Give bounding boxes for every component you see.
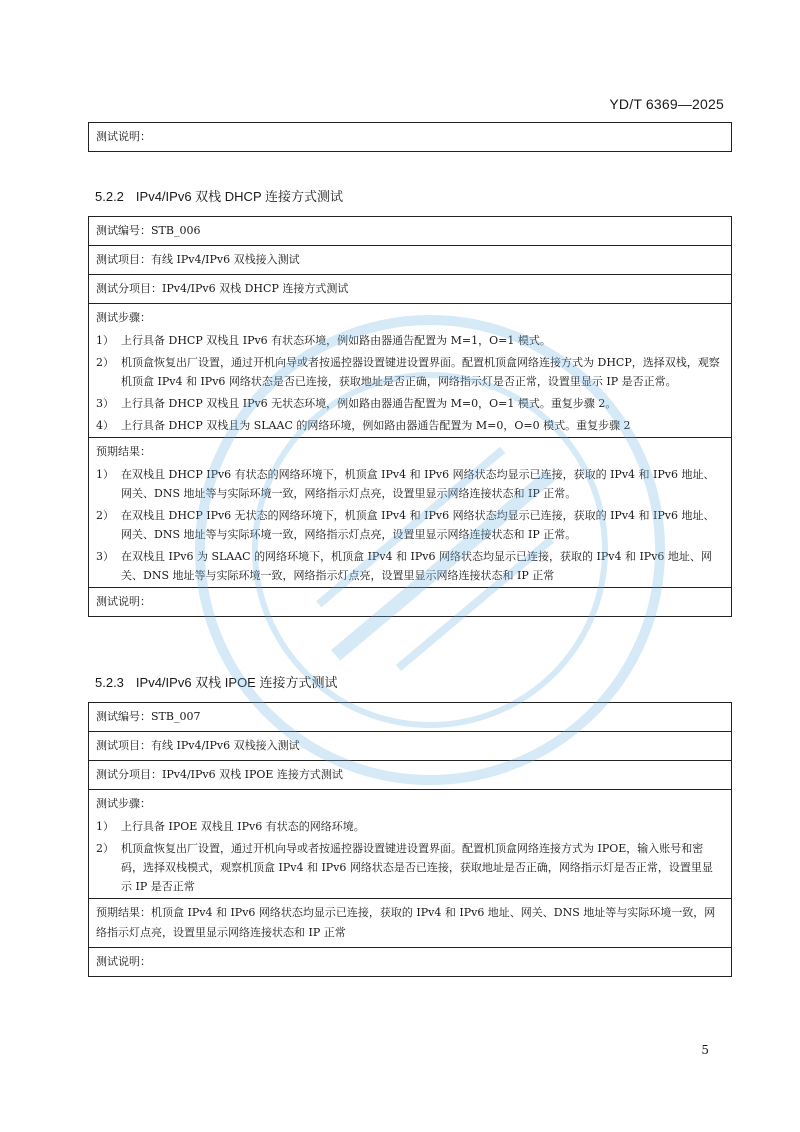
step-item: 2） 机顶盒恢复出厂设置，通过开机向导或者按遥控器设置键进设置界面。配置机顶盒网络连接方式为 IPOE，输入账号和密码，选择双栈模式，观察机顶盒 IPv4 和 IPv6 网络状态是否已连接，获取地址是否正确，网络指示灯是否正常，设置里显示 IP 是否正常 bbox=[96, 842, 713, 893]
section-heading-5-2-2 bbox=[95, 186, 343, 205]
section-number: 5.2.2 bbox=[95, 189, 124, 204]
steps-label: 测试步骤： bbox=[96, 797, 151, 810]
step-item: 1） 上行具备 IPOE 双栈且 IPv6 有状态的网络环境。 bbox=[96, 820, 365, 833]
test-note: 测试说明： bbox=[89, 948, 732, 977]
test-sub-item: 测试分项目：IPv4/IPv6 双栈 DHCP 连接方式测试 bbox=[89, 275, 732, 304]
section-number: 5.2.3 bbox=[95, 675, 124, 690]
test-id: 测试编号：STB_007 bbox=[89, 703, 732, 732]
test-note: 测试说明： bbox=[89, 588, 732, 617]
test-table-stb-007 bbox=[88, 702, 732, 977]
test-sub-item: 测试分项目：IPv4/IPv6 双栈 IPOE 连接方式测试 bbox=[89, 761, 732, 790]
section-title: IPv4/IPv6 双栈 IPOE 连接方式测试 bbox=[135, 675, 338, 690]
expected-item: 3） 在双栈且 IPv6 为 SLAAC 的网络环境下，机顶盒 IPv4 和 IPv6 网络状态均显示已连接，获取的 IPv4 和 IPv6 地址、网关、DNS 地址等与实际环境一致，网络指示灯点亮，设置里显示网络连接状态和 IP 正常 bbox=[96, 550, 712, 582]
expected-item: 1） 在双栈且 DHCP IPv6 有状态的网络环境下，机顶盒 IPv4 和 IPv6 网络状态均显示已连接，获取的 IPv4 和 IPv6 地址、网关、DNS 地址等与实际环境一致，网络指示灯点亮，设置里显示网络连接状态和 IP 正常。 bbox=[96, 468, 715, 500]
step-item: 1） 上行具备 DHCP 双栈且 IPv6 有状态环境，例如路由器通告配置为 M=1，O=1 模式。 bbox=[96, 334, 551, 347]
step-item: 2） 机顶盒恢复出厂设置，通过开机向导或者按遥控器设置键进设置界面。配置机顶盒网络连接方式为 DHCP，选择双栈，观察机顶盒 IPv4 和 IPv6 网络状态是否已连接，获取地址是否正确，网络指示灯是否正常，设置里显示 IP 是否正常。 bbox=[96, 356, 720, 388]
expected-results bbox=[89, 438, 732, 588]
test-steps bbox=[89, 304, 732, 438]
test-item: 测试项目：有线 IPv4/IPv6 双栈接入测试 bbox=[89, 246, 732, 275]
expected-label: 预期结果： bbox=[96, 445, 151, 458]
test-id: 测试编号：STB_006 bbox=[89, 217, 732, 246]
expected-results: 预期结果：机顶盒 IPv4 和 IPv6 网络状态均显示已连接，获取的 IPv4 和 IPv6 地址、网关、DNS 地址等与实际环境一致，网络指示灯点亮，设置里显示网络连接状态和 IP 正常 bbox=[89, 899, 732, 948]
step-item: 3） 上行具备 DHCP 双栈且 IPv6 无状态环境，例如路由器通告配置为 M=0，O=1 模式。重复步骤 2。 bbox=[96, 397, 617, 410]
steps-label: 测试步骤： bbox=[96, 311, 151, 324]
continuation-table bbox=[88, 122, 732, 152]
expected-item: 2） 在双栈且 DHCP IPv6 无状态的网络环境下，机顶盒 IPv4 和 IPv6 网络状态均显示已连接，获取的 IPv4 和 IPv6 地址、网关、DNS 地址等与实际环境一致，网络指示灯点亮，设置里显示网络连接状态和 IP 正常。 bbox=[96, 509, 715, 541]
page-number: 5 bbox=[701, 1043, 709, 1057]
test-item: 测试项目：有线 IPv4/IPv6 双栈接入测试 bbox=[89, 732, 732, 761]
document-code: YD/T 6369—2025 bbox=[609, 96, 724, 112]
test-steps bbox=[89, 790, 732, 899]
test-table-stb-006 bbox=[88, 216, 732, 617]
section-title: IPv4/IPv6 双栈 DHCP 连接方式测试 bbox=[135, 189, 343, 204]
step-item: 4） 上行具备 DHCP 双栈且为 SLAAC 的网络环境，例如路由器通告配置为 M=0，O=0 模式。重复步骤 2 bbox=[96, 419, 631, 432]
test-note: 测试说明： bbox=[89, 123, 732, 152]
section-heading-5-2-3 bbox=[95, 672, 337, 691]
